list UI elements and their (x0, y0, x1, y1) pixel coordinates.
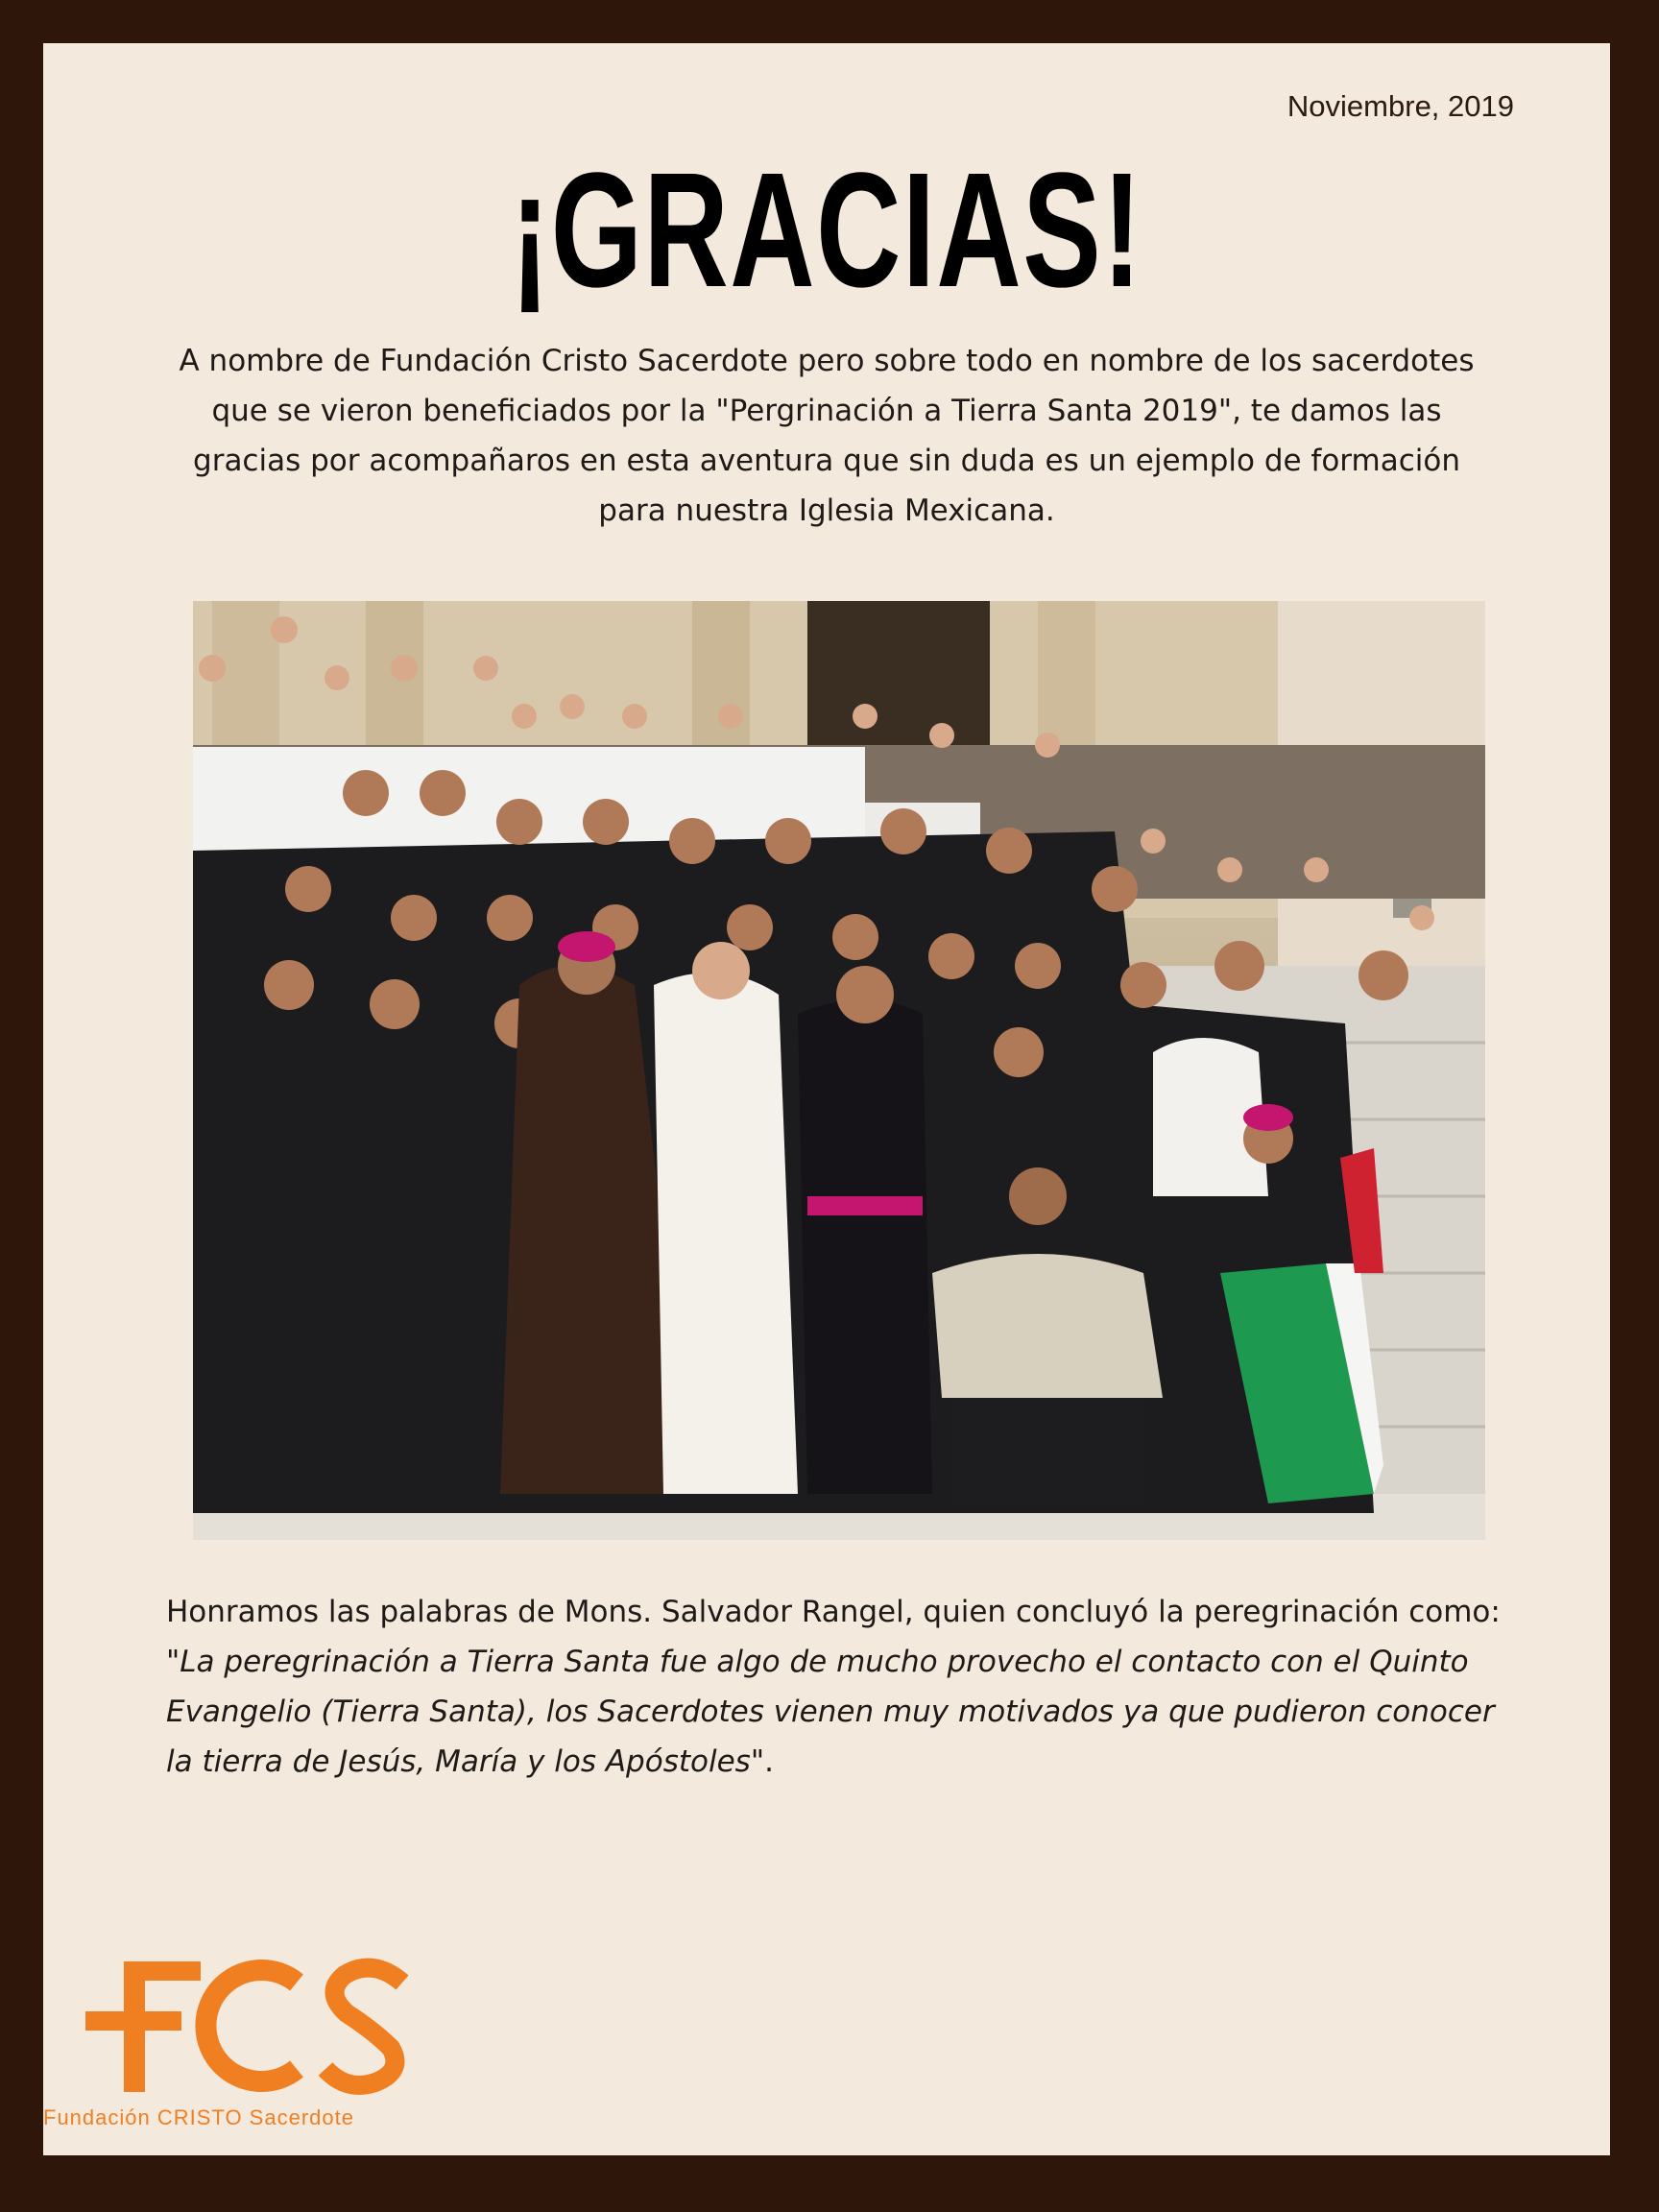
logo-name: Fundación CRISTO Sacerdote (43, 2105, 354, 2129)
quote-lead: Honramos las palabras de Mons. Salvador Rangel, quien concluyó la peregrinación como: " (166, 1595, 1501, 1679)
fcs-logo (43, 1954, 466, 2136)
flyer-page (43, 43, 1610, 2155)
quote-italic: La peregrinación a Tierra Santa fue algo de mucho provecho el contacto con el Quinto Evangelio (Tierra Santa), los Sacerdotes vienen muy motivados ya que pudieron conocer la tierra de Jesús, María y los Apóstoles (166, 1645, 1495, 1779)
page-title: ¡GRACIAS! (510, 139, 1143, 322)
fcs-logo-mark (85, 1954, 431, 2098)
group-photo-illustration (193, 601, 1485, 1540)
quote-tail: ". (750, 1744, 774, 1779)
quote-paragraph (166, 1587, 1510, 1787)
group-photo (193, 601, 1485, 1540)
intro-paragraph: A nombre de Fundación Cristo Sacerdote pero sobre todo en nombre de los sacerdotes que se vieron beneficiados por la "Pergrinación a Tierra Santa 2019", te damos las gracias por acompañaros en esta aventura que sin duda es un ejemplo de formación para nuestra Iglesia Mexicana. (179, 344, 1475, 528)
date-label: Noviembre, 2019 (1286, 89, 1514, 123)
